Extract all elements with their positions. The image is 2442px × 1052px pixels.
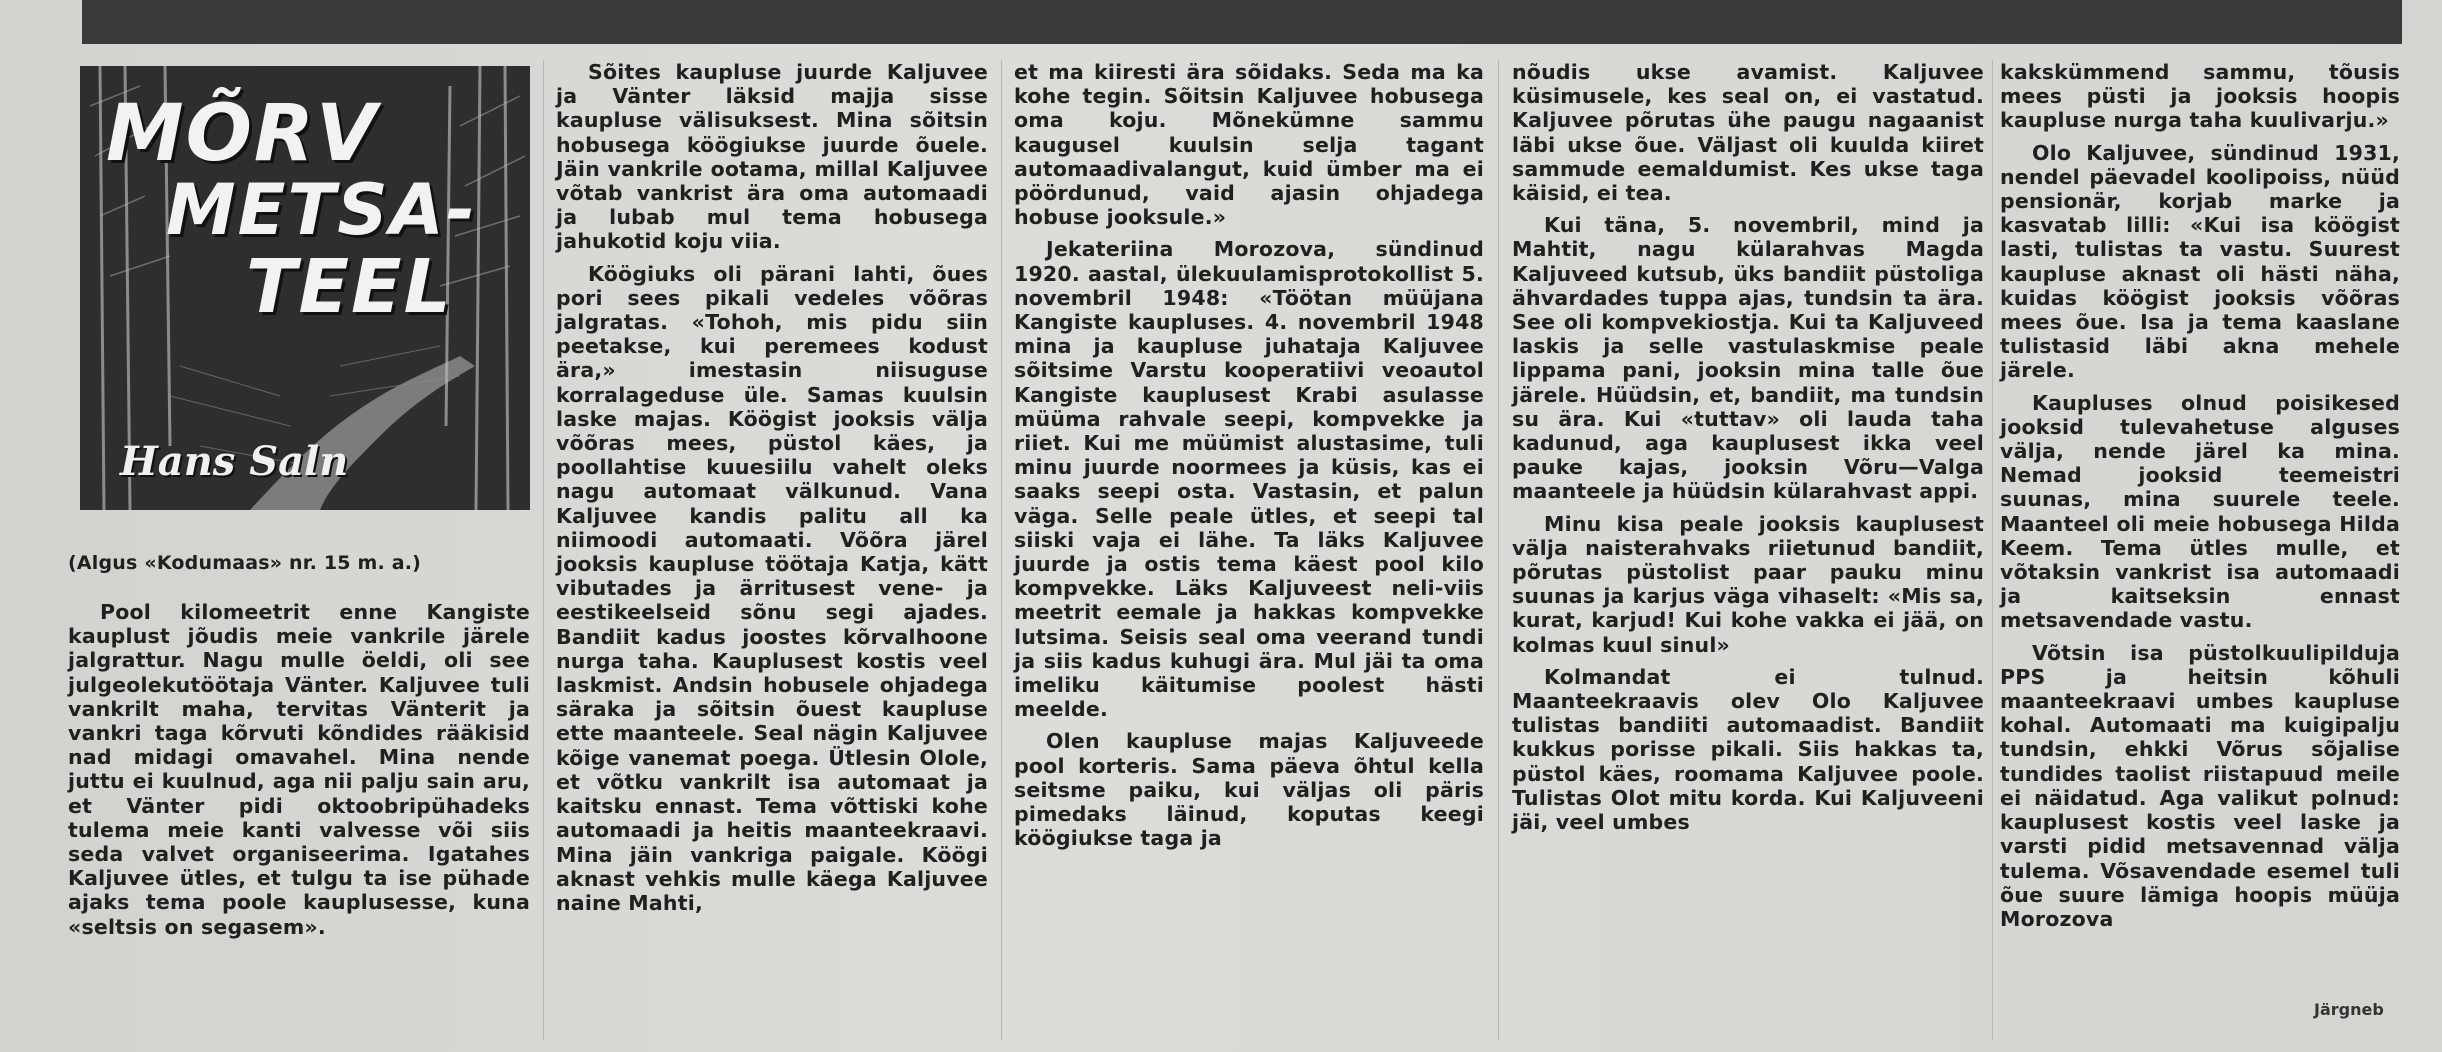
top-border-bar — [82, 0, 2402, 44]
column-divider — [1992, 60, 1993, 1040]
headline-line-1: MÕRV — [106, 89, 379, 179]
headline-title — [106, 89, 506, 330]
paragraph: Olo Kaljuvee, sündinud 1931, nendel päevadel koolipoiss, nüüd pensionär, korjab marke ja kasvatab lilli: «Kui isa köögist lasti, tulistas ta vastu. Suurest kaupluse aknast oli hästi näha, kuidas köögist jooksis võõras mees õue. Isa ja tema kaaslane tulistasid läbi akna mehele järele. — [2000, 140, 2400, 383]
paragraph: Kaupluses olnud poisikesed jooksid tulevahetuse alguses välja, nende järel ka mina. Nemad jooksid teemeistri suunas, mina suurele teele. Maanteel oli meie hobusega Hilda Keem. Tema ütles mulle, et võtaksin vankrist isa automaadi ja kaitseksin ennast metsavendade vastu. — [2000, 390, 2400, 633]
paragraph: Kui täna, 5. novembril, mind ja Mahtit, nagu külarahvas Magda Kaljuveed kutsub, üks bandiit püstoliga ähvardades tuppa ajas, tundsin ta ära. See oli kompvekiostja. Kui ta Kaljuveed laskis ja selle vastulaskmise peale lippama pani, jooksin mina talle õue järele. Hüüdsin, et, bandiit, ma tundsin su ära. Kui «tuttav» oli lauda taha kadunud, aga kauplusest ikka veel pauke kajas, jooksin Võru—Valga maanteele ja hüüdsin külarahvast appi. — [1512, 213, 1984, 504]
paragraph: Jekateriina Morozova, sündinud 1920. aastal, ülekuulamisprotokollist 5. novembril 1948: «Töötan müüjana Kangiste kaupluses. 4. novembril 1948 mina ja kaupluse juhataja Kaljuvee sõitsime Varstu kooperatiivi veoautol Kangiste kauplusest Krabi asulasse müüma rahvale seepi, kompvekke ja riiet. Kui me müümist alustasime, tuli minu juurde noormees ja küsis, kas ei saaks seepi osta. Vastasin, et palun väga. Selle peale ütles, et seepi tal siiski vaja ei lähe. Ta läks Kaljuvee juurde ja ostis tema käest pool kilo kompvekke. Läks Kaljuveest neli-viis meetrit eemale ja hakkas kompvekke lutsima. Seisis seal oma veerand tundi ja siis kadus kuhugi ära. Mul jäi ta oma imeliku käitumise poolest hästi meelde. — [1014, 237, 1484, 722]
column-divider — [543, 60, 544, 1040]
headline-line-3: TEEL — [246, 244, 453, 330]
paragraph: Olen kaupluse majas Kaljuveede pool korteris. Sama päeva õhtul kella seitsme paiku, kui väljas oli päris pimedaks läinud, koputas keegi köögiukse taga ja — [1014, 729, 1484, 851]
column-divider — [1498, 60, 1499, 1040]
paragraph: Minu kisa peale jooksis kauplusest välja naisterahvaks riietunud bandiit, põrutas püstolist paar pauku minu suunas ja karjus vägа vihaselt: «Mis sa, kurat, karjud! Kui kohe vakka ei jää, on kolmas kuul sinul» — [1512, 511, 1984, 657]
article-column-4 — [1512, 60, 1984, 834]
continuation-caption: (Algus «Kodumaas» nr. 15 m. a.) — [68, 552, 422, 574]
paragraph: nõudis ukse avamist. Kaljuvee küsimusele, kes seal on, ei vastatud. Kaljuvee põrutas ühe paugu nagaanist läbi ukse õue. Väljast oli kuulda kiiret sammude eemaldumist. Kes ukse taga käisid, ei tea. — [1512, 60, 1984, 206]
column-divider — [1001, 60, 1002, 1040]
continued-stamp: Järgneb — [2314, 1000, 2384, 1019]
paragraph: et ma kiiresti ära sõidaks. Seda ma ka kohe tegin. Sõitsin Kaljuvee hobusega oma koju. Mõnekümne sammu kaugusel kuulsin selja tagant automaadivalangut, kuid ümber ma ei pöördunud, vaid ajasin ohjadega hobuse jooksule.» — [1014, 60, 1484, 230]
author-signature: Hans Saln — [120, 438, 349, 485]
paragraph: Pool kilomeetrit enne Kangiste kauplust jõudis meie vankrile järele jalgrattur. Nagu mulle öeldi, oli see julgeolekutöötaja Vänter. Kaljuvee tuli vankrilt maha, tervitas Vänterit ja vankri taga kõrvuti kõndides rääkisid nad midagi omavahel. Mina nende juttu ei kuulnud, aga nii palju sain aru, et Vänter pidi oktoobripühadeks tulema meie kanti valvesse või siis seda valvet organiseerima. Igatahes Kaljuvee ütles, et tulgu ta ise pühade ajaks tema poole kauplusesse, kuna «seltsis on segasem». — [68, 600, 530, 939]
paragraph: kakskümmend sammu, tõusis mees püsti ja jooksis hoopis kaupluse nurga taha kuulivarju.» — [2000, 60, 2400, 133]
article-column-1 — [68, 552, 530, 939]
paragraph: Köögiuks oli pärani lahti, õues pori sees pikali vedeles võõras jalgratas. «Tohoh, mis pidu siin peetakse, kui peremees kodust ära,» imestasin niisuguse korralageduse üle. Samas kuulsin laske majas. Köögist jooksis välja võõras mees, püstol käes, ja poollahtise kuuesiilu vahelt oleks nagu automaat välkunud. Vana Kaljuvee kandis palitu all ka niimoodi automaati. Võõra järel jooksis kaupluse töötaja Katja, kätt vibutades ja ärritusest vene- ja eestikeelseid sõnu segi ajades. Bandiit kadus joostes kõrvalhoone nurga taha. Kauplusest kostis veel laskmist. Andsin hobusele ohjadega säraka ja sõitsin õuest kaupluse ette maanteele. Seal nägin Kaljuvee kõige vanemat poega. Ütlesin Olole, et võtku vankrilt isa automaat ja kaitsku ennast. Tema võttiski kohe automaadi ja heitis maanteekraavi. Mina jäin vankriga paigale. Köögi aknast vehkis mulle käega Kaljuvee naine Mahti, — [556, 261, 988, 915]
paragraph: Võtsin isa püstolkuulipilduja PPS ja heitsin kõhuli maanteekraavi umbes kaupluse kohal. Automaati ma kuigipalju tundsin, ehkki Võrus sõjalise tundides taolist riistapuud meile ei näidatud. Aga valikut polnud: kauplusest kostis veel laske ja varsti pidid metsavennad välja tulema. Võsavendade esemel tuli õue suure lämiga hoopis müüja Morozova — [2000, 640, 2400, 931]
headline-line-2: METSA- — [166, 169, 477, 251]
article-column-5 — [2000, 60, 2400, 931]
article-column-3 — [1014, 60, 1484, 851]
paragraph: Sõites kaupluse juurde Kaljuvee ja Vänter läksid majja sisse kaupluse välisuksest. Mina sõitsin hobusega köögiukse juurde õuele. Jäin vankrile ootama, millal Kaljuvee võtab vankrist ära oma automaadi ja lubab mul tema hobusega jahukotid koju viia. — [556, 60, 988, 254]
paragraph: Kolmandat ei tulnud. Maanteekraavis olev Olo Kaljuvee tulistas bandiiti automaadist. Bandiit kukkus porisse pikali. Siis hakkas ta, püstol käes, roomama Kaljuvee poole. Tulistas Olot mitu korda. Kui Kaljuveeni jäi, veel umbes — [1512, 664, 1984, 835]
article-column-2 — [556, 60, 988, 915]
headline-illustration — [80, 66, 530, 510]
